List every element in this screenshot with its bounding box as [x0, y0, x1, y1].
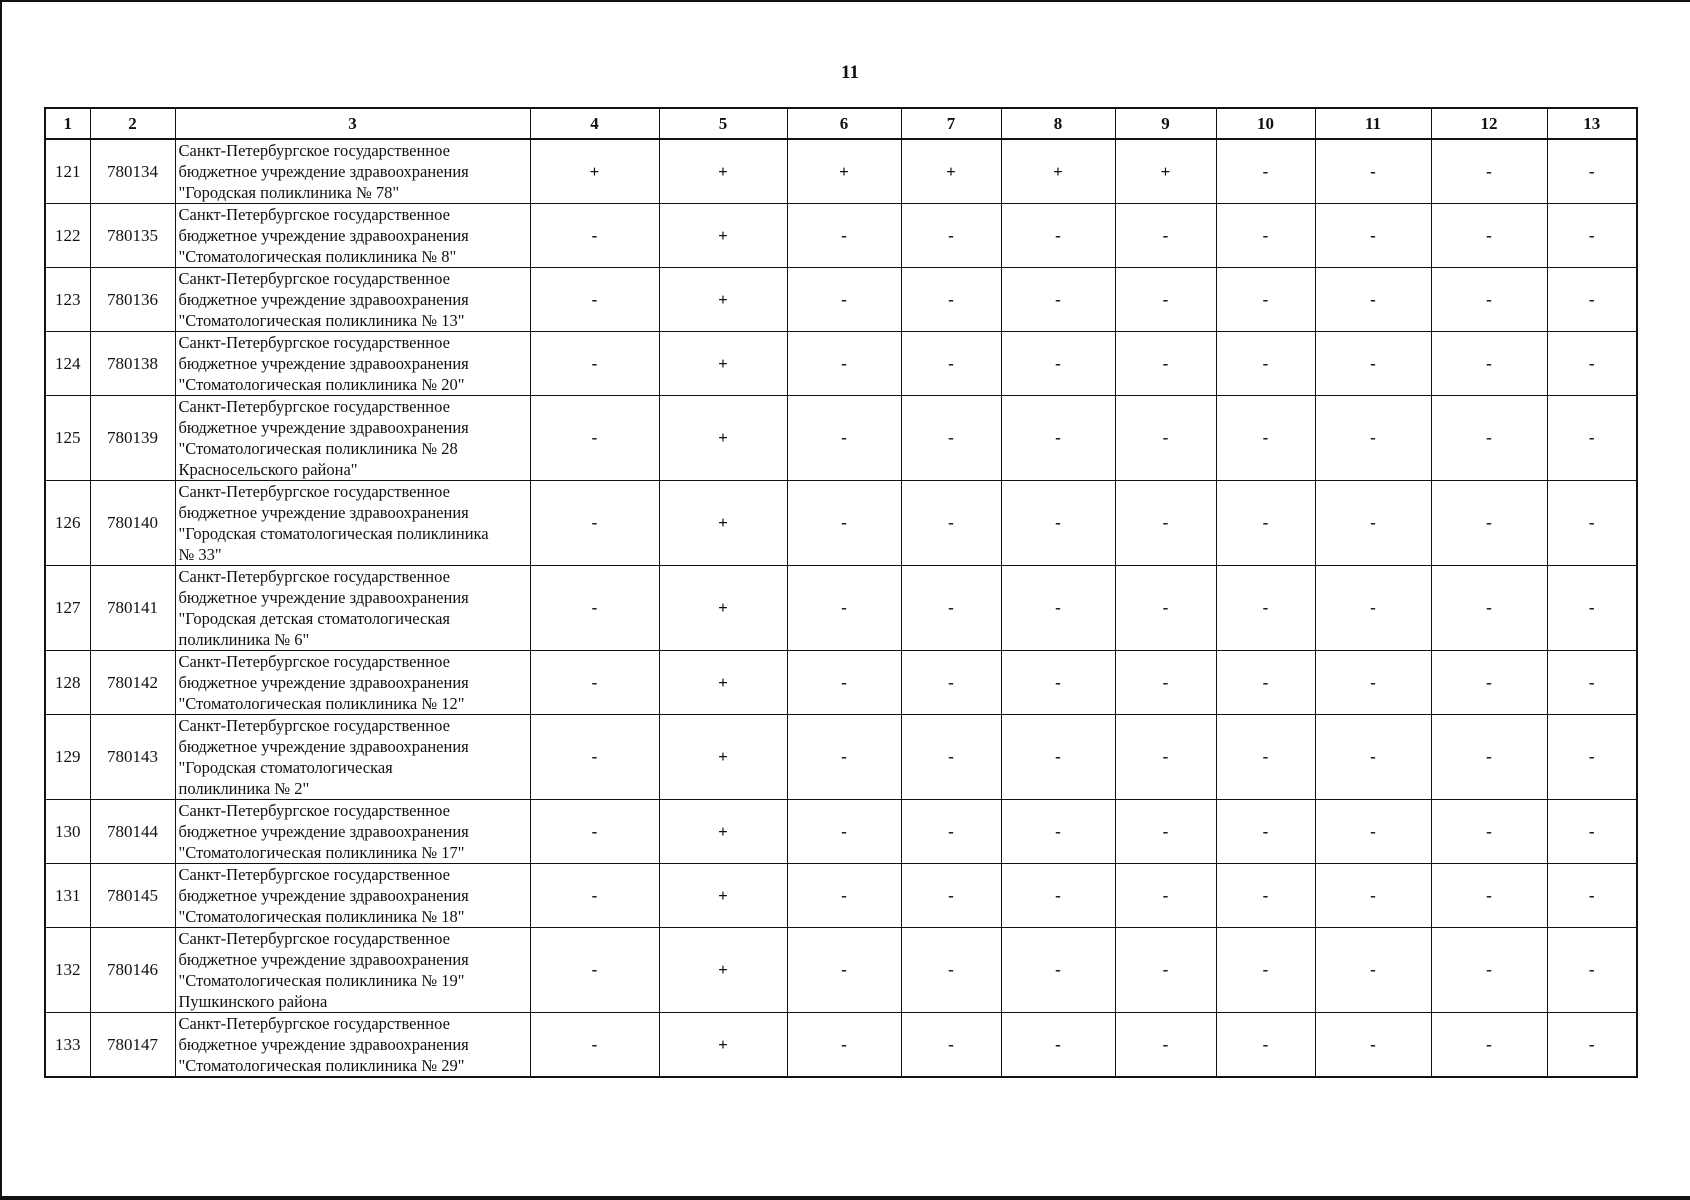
- institution-code-cell: 780143: [90, 715, 175, 800]
- institution-code-cell: 780144: [90, 800, 175, 864]
- mark-cell-col-8: -: [1001, 928, 1115, 1013]
- mark-cell-col-12: -: [1431, 139, 1547, 204]
- mark-cell-col-7: -: [901, 204, 1001, 268]
- mark-cell-col-5: +: [659, 715, 787, 800]
- header-cell-9: 9: [1115, 108, 1216, 139]
- table-row: [45, 481, 1637, 566]
- mark-cell-col-7: -: [901, 1013, 1001, 1078]
- institution-name-cell: Санкт-Петербургское государственное бюджетное учреждение здравоохранения "Городская стоматологическая поликлиника № 33": [175, 481, 530, 566]
- mark-cell-col-6: -: [787, 715, 901, 800]
- mark-cell-col-9: -: [1115, 1013, 1216, 1078]
- registry-table-container: [44, 107, 1636, 1078]
- mark-cell-col-8: -: [1001, 396, 1115, 481]
- header-cell-7: 7: [901, 108, 1001, 139]
- mark-cell-col-8: -: [1001, 204, 1115, 268]
- mark-cell-col-10: -: [1216, 800, 1315, 864]
- table-row: [45, 268, 1637, 332]
- mark-cell-col-4: -: [530, 204, 659, 268]
- table-row: [45, 1013, 1637, 1078]
- mark-cell-col-4: -: [530, 481, 659, 566]
- mark-cell-col-11: -: [1315, 332, 1431, 396]
- mark-cell-col-8: -: [1001, 332, 1115, 396]
- mark-cell-col-4: -: [530, 396, 659, 481]
- mark-cell-col-8: -: [1001, 1013, 1115, 1078]
- institution-name-cell: Санкт-Петербургское государственное бюджетное учреждение здравоохранения "Стоматологическая поликлиника № 8": [175, 204, 530, 268]
- mark-cell-col-10: -: [1216, 715, 1315, 800]
- mark-cell-col-11: -: [1315, 396, 1431, 481]
- mark-cell-col-10: -: [1216, 268, 1315, 332]
- mark-cell-col-11: -: [1315, 481, 1431, 566]
- mark-cell-col-10: -: [1216, 651, 1315, 715]
- mark-cell-col-7: -: [901, 332, 1001, 396]
- mark-cell-col-10: -: [1216, 332, 1315, 396]
- mark-cell-col-11: -: [1315, 928, 1431, 1013]
- header-cell-5: 5: [659, 108, 787, 139]
- table-row: [45, 715, 1637, 800]
- mark-cell-col-11: -: [1315, 204, 1431, 268]
- institution-name-cell: Санкт-Петербургское государственное бюджетное учреждение здравоохранения "Стоматологическая поликлиника № 20": [175, 332, 530, 396]
- mark-cell-col-4: -: [530, 332, 659, 396]
- institution-name-cell: Санкт-Петербургское государственное бюджетное учреждение здравоохранения "Стоматологическая поликлиника № 28 Красносельского района": [175, 396, 530, 481]
- institution-name-cell: Санкт-Петербургское государственное бюджетное учреждение здравоохранения "Стоматологическая поликлиника № 13": [175, 268, 530, 332]
- mark-cell-col-11: -: [1315, 800, 1431, 864]
- mark-cell-col-11: -: [1315, 566, 1431, 651]
- row-number-cell: 126: [45, 481, 90, 566]
- mark-cell-col-4: -: [530, 651, 659, 715]
- mark-cell-col-11: -: [1315, 651, 1431, 715]
- mark-cell-col-9: -: [1115, 481, 1216, 566]
- institution-code-cell: 780145: [90, 864, 175, 928]
- mark-cell-col-5: +: [659, 481, 787, 566]
- table-row: [45, 800, 1637, 864]
- table-row: [45, 928, 1637, 1013]
- registry-table: [44, 107, 1638, 1078]
- mark-cell-col-13: -: [1547, 715, 1637, 800]
- scan-edge-top: [0, 0, 1690, 2]
- institution-code-cell: 780136: [90, 268, 175, 332]
- table-row: [45, 566, 1637, 651]
- header-cell-13: 13: [1547, 108, 1637, 139]
- mark-cell-col-7: -: [901, 268, 1001, 332]
- institution-name-cell: Санкт-Петербургское государственное бюджетное учреждение здравоохранения "Стоматологическая поликлиника № 17": [175, 800, 530, 864]
- scan-edge-bottom: [0, 1196, 1690, 1200]
- row-number-cell: 122: [45, 204, 90, 268]
- mark-cell-col-12: -: [1431, 268, 1547, 332]
- mark-cell-col-5: +: [659, 139, 787, 204]
- mark-cell-col-7: -: [901, 928, 1001, 1013]
- mark-cell-col-5: +: [659, 1013, 787, 1078]
- mark-cell-col-4: -: [530, 864, 659, 928]
- mark-cell-col-10: -: [1216, 396, 1315, 481]
- mark-cell-col-13: -: [1547, 332, 1637, 396]
- mark-cell-col-9: -: [1115, 928, 1216, 1013]
- header-cell-10: 10: [1216, 108, 1315, 139]
- row-number-cell: 130: [45, 800, 90, 864]
- mark-cell-col-12: -: [1431, 204, 1547, 268]
- institution-code-cell: 780146: [90, 928, 175, 1013]
- header-cell-12: 12: [1431, 108, 1547, 139]
- header-cell-2: 2: [90, 108, 175, 139]
- mark-cell-col-8: -: [1001, 566, 1115, 651]
- mark-cell-col-12: -: [1431, 566, 1547, 651]
- mark-cell-col-5: +: [659, 204, 787, 268]
- table-row: [45, 332, 1637, 396]
- mark-cell-col-6: -: [787, 268, 901, 332]
- institution-code-cell: 780142: [90, 651, 175, 715]
- mark-cell-col-13: -: [1547, 800, 1637, 864]
- mark-cell-col-6: -: [787, 396, 901, 481]
- mark-cell-col-13: -: [1547, 268, 1637, 332]
- mark-cell-col-11: -: [1315, 715, 1431, 800]
- mark-cell-col-11: -: [1315, 268, 1431, 332]
- table-body: [45, 139, 1637, 1077]
- institution-code-cell: 780139: [90, 396, 175, 481]
- institution-name-cell: Санкт-Петербургское государственное бюджетное учреждение здравоохранения "Стоматологическая поликлиника № 12": [175, 651, 530, 715]
- mark-cell-col-12: -: [1431, 715, 1547, 800]
- mark-cell-col-10: -: [1216, 204, 1315, 268]
- mark-cell-col-7: -: [901, 481, 1001, 566]
- mark-cell-col-4: -: [530, 268, 659, 332]
- table-row: [45, 396, 1637, 481]
- table-row: [45, 139, 1637, 204]
- mark-cell-col-6: -: [787, 864, 901, 928]
- mark-cell-col-12: -: [1431, 396, 1547, 481]
- institution-name-cell: Санкт-Петербургское государственное бюджетное учреждение здравоохранения "Стоматологическая поликлиника № 29": [175, 1013, 530, 1078]
- mark-cell-col-9: +: [1115, 139, 1216, 204]
- mark-cell-col-9: -: [1115, 864, 1216, 928]
- header-cell-11: 11: [1315, 108, 1431, 139]
- header-cell-1: 1: [45, 108, 90, 139]
- mark-cell-col-11: -: [1315, 1013, 1431, 1078]
- mark-cell-col-4: -: [530, 800, 659, 864]
- mark-cell-col-6: -: [787, 204, 901, 268]
- mark-cell-col-7: +: [901, 139, 1001, 204]
- row-number-cell: 131: [45, 864, 90, 928]
- mark-cell-col-5: +: [659, 566, 787, 651]
- mark-cell-col-6: -: [787, 332, 901, 396]
- mark-cell-col-13: -: [1547, 1013, 1637, 1078]
- table-row: [45, 204, 1637, 268]
- mark-cell-col-4: -: [530, 1013, 659, 1078]
- table-row: [45, 651, 1637, 715]
- mark-cell-col-5: +: [659, 651, 787, 715]
- mark-cell-col-5: +: [659, 864, 787, 928]
- mark-cell-col-4: +: [530, 139, 659, 204]
- mark-cell-col-5: +: [659, 332, 787, 396]
- institution-code-cell: 780135: [90, 204, 175, 268]
- mark-cell-col-4: -: [530, 928, 659, 1013]
- mark-cell-col-13: -: [1547, 204, 1637, 268]
- row-number-cell: 121: [45, 139, 90, 204]
- mark-cell-col-13: -: [1547, 139, 1637, 204]
- mark-cell-col-7: -: [901, 715, 1001, 800]
- mark-cell-col-6: -: [787, 651, 901, 715]
- institution-name-cell: Санкт-Петербургское государственное бюджетное учреждение здравоохранения "Городская поликлиника № 78": [175, 139, 530, 204]
- mark-cell-col-13: -: [1547, 864, 1637, 928]
- mark-cell-col-8: -: [1001, 651, 1115, 715]
- row-number-cell: 125: [45, 396, 90, 481]
- mark-cell-col-6: -: [787, 481, 901, 566]
- mark-cell-col-13: -: [1547, 396, 1637, 481]
- mark-cell-col-5: +: [659, 396, 787, 481]
- mark-cell-col-9: -: [1115, 396, 1216, 481]
- mark-cell-col-5: +: [659, 928, 787, 1013]
- mark-cell-col-8: -: [1001, 481, 1115, 566]
- row-number-cell: 127: [45, 566, 90, 651]
- mark-cell-col-6: -: [787, 928, 901, 1013]
- mark-cell-col-5: +: [659, 268, 787, 332]
- mark-cell-col-10: -: [1216, 928, 1315, 1013]
- mark-cell-col-9: -: [1115, 566, 1216, 651]
- mark-cell-col-7: -: [901, 566, 1001, 651]
- mark-cell-col-8: +: [1001, 139, 1115, 204]
- mark-cell-col-12: -: [1431, 928, 1547, 1013]
- mark-cell-col-7: -: [901, 651, 1001, 715]
- header-row: [45, 108, 1637, 139]
- institution-code-cell: 780141: [90, 566, 175, 651]
- mark-cell-col-6: -: [787, 800, 901, 864]
- mark-cell-col-5: +: [659, 800, 787, 864]
- mark-cell-col-9: -: [1115, 800, 1216, 864]
- mark-cell-col-10: -: [1216, 481, 1315, 566]
- institution-name-cell: Санкт-Петербургское государственное бюджетное учреждение здравоохранения "Стоматологическая поликлиника № 18": [175, 864, 530, 928]
- mark-cell-col-4: -: [530, 715, 659, 800]
- mark-cell-col-12: -: [1431, 651, 1547, 715]
- header-cell-3: 3: [175, 108, 530, 139]
- row-number-cell: 132: [45, 928, 90, 1013]
- institution-code-cell: 780147: [90, 1013, 175, 1078]
- header-cell-8: 8: [1001, 108, 1115, 139]
- mark-cell-col-9: -: [1115, 268, 1216, 332]
- mark-cell-col-8: -: [1001, 800, 1115, 864]
- mark-cell-col-13: -: [1547, 651, 1637, 715]
- mark-cell-col-7: -: [901, 864, 1001, 928]
- institution-name-cell: Санкт-Петербургское государственное бюджетное учреждение здравоохранения "Городская стоматологическая поликлиника № 2": [175, 715, 530, 800]
- mark-cell-col-12: -: [1431, 481, 1547, 566]
- row-number-cell: 123: [45, 268, 90, 332]
- mark-cell-col-13: -: [1547, 566, 1637, 651]
- mark-cell-col-10: -: [1216, 864, 1315, 928]
- mark-cell-col-8: -: [1001, 268, 1115, 332]
- institution-code-cell: 780138: [90, 332, 175, 396]
- page-number: 11: [841, 62, 859, 83]
- institution-code-cell: 780140: [90, 481, 175, 566]
- mark-cell-col-7: -: [901, 396, 1001, 481]
- institution-name-cell: Санкт-Петербургское государственное бюджетное учреждение здравоохранения "Городская детская стоматологическая поликлиника № 6": [175, 566, 530, 651]
- institution-name-cell: Санкт-Петербургское государственное бюджетное учреждение здравоохранения "Стоматологическая поликлиника № 19" Пушкинского района: [175, 928, 530, 1013]
- mark-cell-col-13: -: [1547, 928, 1637, 1013]
- mark-cell-col-10: -: [1216, 139, 1315, 204]
- mark-cell-col-12: -: [1431, 800, 1547, 864]
- row-number-cell: 129: [45, 715, 90, 800]
- mark-cell-col-12: -: [1431, 1013, 1547, 1078]
- mark-cell-col-7: -: [901, 800, 1001, 864]
- mark-cell-col-9: -: [1115, 332, 1216, 396]
- mark-cell-col-11: -: [1315, 139, 1431, 204]
- mark-cell-col-8: -: [1001, 864, 1115, 928]
- header-cell-6: 6: [787, 108, 901, 139]
- table-row: [45, 864, 1637, 928]
- mark-cell-col-9: -: [1115, 715, 1216, 800]
- scan-edge-left: [0, 0, 2, 1200]
- row-number-cell: 124: [45, 332, 90, 396]
- mark-cell-col-10: -: [1216, 566, 1315, 651]
- mark-cell-col-13: -: [1547, 481, 1637, 566]
- mark-cell-col-9: -: [1115, 204, 1216, 268]
- mark-cell-col-8: -: [1001, 715, 1115, 800]
- mark-cell-col-4: -: [530, 566, 659, 651]
- mark-cell-col-12: -: [1431, 332, 1547, 396]
- mark-cell-col-6: -: [787, 566, 901, 651]
- institution-code-cell: 780134: [90, 139, 175, 204]
- mark-cell-col-6: +: [787, 139, 901, 204]
- row-number-cell: 133: [45, 1013, 90, 1078]
- mark-cell-col-11: -: [1315, 864, 1431, 928]
- mark-cell-col-9: -: [1115, 651, 1216, 715]
- mark-cell-col-12: -: [1431, 864, 1547, 928]
- mark-cell-col-6: -: [787, 1013, 901, 1078]
- header-cell-4: 4: [530, 108, 659, 139]
- mark-cell-col-10: -: [1216, 1013, 1315, 1078]
- row-number-cell: 128: [45, 651, 90, 715]
